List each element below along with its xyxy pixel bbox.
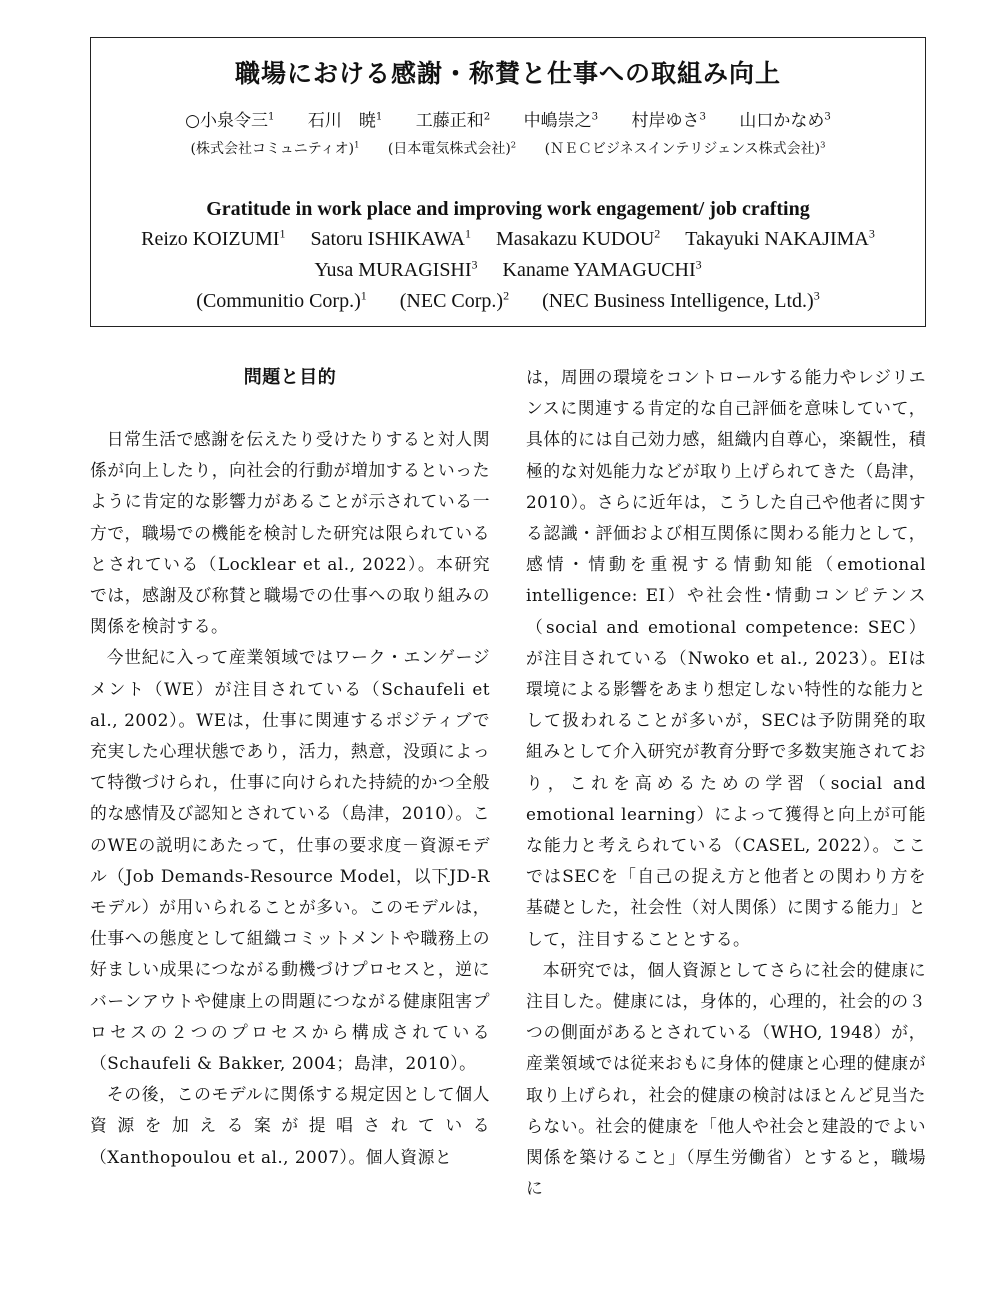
left-column xyxy=(90,362,490,1173)
title-box xyxy=(90,37,926,327)
japanese-authors xyxy=(91,106,925,131)
paragraph: は，周囲の環境をコントロールする能力やレジリエンスに関連する肯定的な自己評価を意味していて，具体的には自己効力感，組織内自尊心，楽観性，積極的な対処能力などが取り上げられてきた（島津，2010）。さらに近年は，こうした自己や他者に関する認識・評価および相互関係に関わる能力として，感情・情動を重視する情動知能（emotional intelligence: EI）や社会性･情動コンピテンス（social and emotional competence: SEC）が注目されている（Nwoko et al., 2023）。EIは環境による影響をあまり想定しない特性的な能力として扱われることが多いが，SECは予防開発的取組みとして介入研究が教育分野で多数実施されており，これを高めるための学習（social and emotional learning）によって獲得と向上が可能な能力と考えられている（CASEL, 2022）。ここではSECを「自己の捉え方と他者との関わり方を基礎とした，社会性（対人関係）に関する能力」として，注目することとする。 xyxy=(526,367,926,949)
english-authors-line-1 xyxy=(91,228,925,251)
section-title: 問題と目的 xyxy=(243,367,337,388)
right-column xyxy=(526,362,926,1204)
en-affiliation: (NEC Corp.)$^2$ xyxy=(399,288,510,312)
en-author: Yusa MURAGISHI$^3$ xyxy=(314,257,478,281)
paragraph: 日常生活で感謝を伝えたり受けたりすると対人関係が向上したり，向社会的行動が増加するといったように肯定的な影響力があることが示されている一方で，職場での機能を検討した研究は限られているとされている（Locklear et al., 2022）。本研究では，感謝及び称賛と職場での仕事への取り組みの関係を検討する。 xyxy=(90,429,490,637)
en-author: Kaname YAMAGUCHI$^3$ xyxy=(502,257,702,281)
jp-author: 石川 暁$^1$ xyxy=(307,111,383,131)
jp-author: 中嶋崇之$^3$ xyxy=(523,111,599,131)
jp-author: 村岸ゆさ$^3$ xyxy=(631,111,706,131)
en-author: Takayuki NAKAJIMA$^3$ xyxy=(685,226,875,250)
english-authors-line-2 xyxy=(91,259,925,282)
english-title: Gratitude in work place and improving work engagement/ job crafting xyxy=(206,198,810,220)
japanese-affiliations xyxy=(91,138,925,158)
japanese-title: 職場における感謝・称賛と仕事への取組み向上 xyxy=(234,59,781,88)
jp-affiliation: (株式会社コミュニティオ)$^1$ xyxy=(190,139,360,157)
paragraph: 今世紀に入って産業領域ではワーク・エンゲージメント（WE）が注目されている（Schaufeli et al., 2002）。WEは，仕事に関連するポジティブで充実した心理状態であり，活力，熱意，没頭によって特徴づけられ，仕事に向けられた持続的かつ全般的な感情及び認知とされている（島津，2010）。このWEの説明にあたって，仕事の要求度－資源モデル（Job Demands-Resource Model，以下JD-Rモデル）が用いられることが多い。このモデルは，仕事への態度として組織コミットメントや職務上の好ましい成果につながる動機づけプロセスと，逆にバーンアウトや健康上の問題につながる健康阻害プロセスの２つのプロセスから構成されている（Schaufeli & Bakker, 2004；島津，2010）。 xyxy=(90,647,490,1074)
paragraph: 本研究では，個人資源としてさらに社会的健康に注目した。健康には，身体的，心理的，社会的の３つの側面があるとされている（WHO, 1948）が，産業領域では従来おもに身体的健康と心理的健康が取り上げられ，社会的健康の検討はほとんど見当たらない。社会的健康を「他人や社会と建設的でよい関係を築けること」（厚生労働省）とすると，職場に xyxy=(526,959,926,1199)
en-author: Satoru ISHIKAWA$^1$ xyxy=(310,226,471,250)
english-affiliations xyxy=(91,290,925,313)
jp-author: 工藤正和$^2$ xyxy=(415,111,491,131)
en-affiliation: (Communitio Corp.)$^1$ xyxy=(196,288,367,312)
jp-affiliation: (ＮＥＣビジネスインテリジェンス株式会社)$^3$ xyxy=(544,139,826,157)
jp-author: ○小泉令三$^1$ xyxy=(185,111,275,131)
paragraph: その後，このモデルに関係する規定因として個人資源を加える案が提唱されている（Xanthopoulou et al., 2007）。個人資源と xyxy=(90,1084,490,1167)
en-author: Masakazu KUDOU$^2$ xyxy=(495,226,661,250)
en-affiliation: (NEC Business Intelligence, Ltd.)$^3$ xyxy=(542,288,820,312)
jp-author: 山口かなめ$^3$ xyxy=(739,111,831,131)
jp-affiliation: (日本電気株式会社)$^2$ xyxy=(387,139,517,157)
en-author: Reizo KOIZUMI$^1$ xyxy=(141,226,286,250)
